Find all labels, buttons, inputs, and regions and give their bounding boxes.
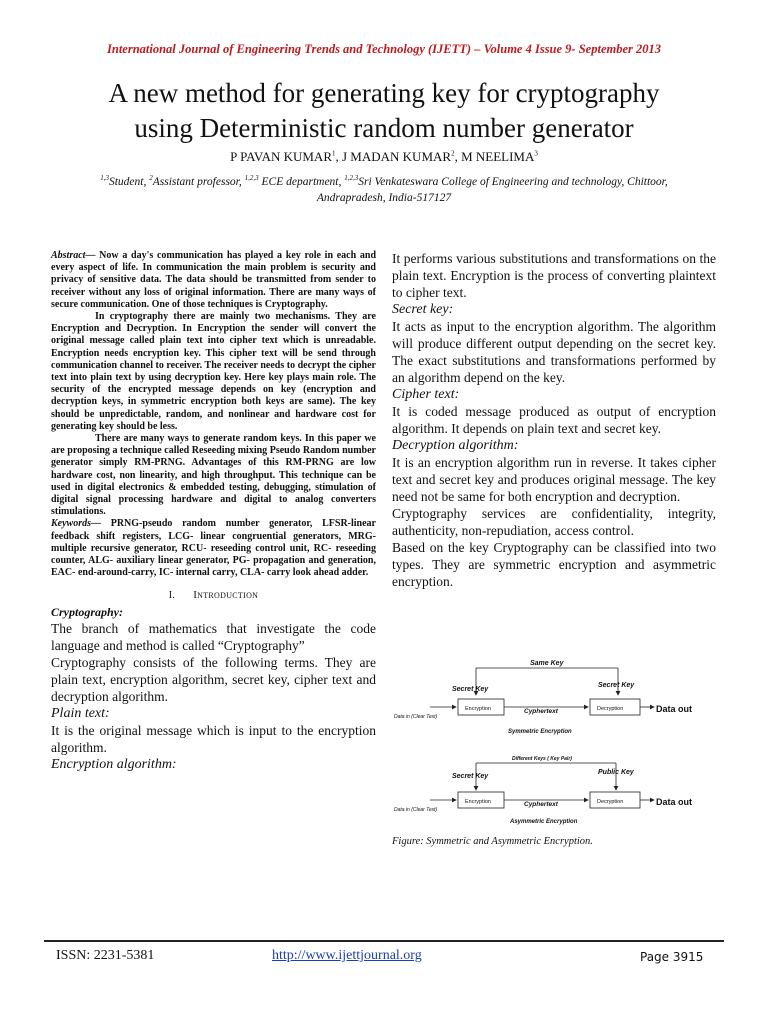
asym-caption: Asymmetric Encryption <box>510 819 578 825</box>
asym-encryption-label: Encryption <box>465 799 491 805</box>
paper-title <box>30 76 738 146</box>
footer-url-link[interactable]: http://www.ijettjournal.org <box>272 948 422 963</box>
sym-data-out-label: Data out <box>656 704 692 714</box>
asym-secret-key-label: Secret Key <box>452 773 489 780</box>
title-line-1: A new method for generating key for cryptography <box>108 78 660 108</box>
asym-data-in-label: Data in (Clear Text) <box>394 807 438 813</box>
figure-caption: Figure: Symmetric and Asymmetric Encryption. <box>392 836 593 847</box>
author-2: J MADAN KUMAR <box>342 149 452 164</box>
sym-data-in-label: Data in (Clear Text) <box>394 714 438 720</box>
authors: P PAVAN KUMAR$^1$, J MADAN KUMAR$^2$, M NEELIMA$^3$ <box>230 149 538 164</box>
services-text: Cryptography services are confidentiality, integrity, authenticity, non-repudiation, access control. <box>392 506 716 538</box>
sym-encryption-label: Encryption <box>465 706 491 712</box>
footer-page-number: Page 3915 <box>640 950 704 964</box>
terms-text: Cryptography consists of the following terms. They are plain text, encryption algorithm, secret key, cipher text and decryption algorithm. <box>51 655 376 705</box>
cryptography-text: The branch of mathematics that investigate the code language and method is called “Cryptography” <box>51 621 376 654</box>
sym-caption: Symmetric Encryption <box>508 729 572 735</box>
abstract-label: Abstract— <box>51 250 96 261</box>
keywords-text: PRNG-pseudo random number generator, LFSR-linear feedback shift registers, LCG- linear congruential generators, MRG-multiple recursive generator, RCU- reseeding control unit, RC- reseeding counter, ALG- auxiliary linear generator, PG- propagation and generation, EAC- end-around-carry, IC- internal carry, CLA- carry look ahead adder. <box>51 518 376 579</box>
different-keys-label: Different Keys ( Key Pair) <box>512 756 572 762</box>
abstract <box>51 250 376 579</box>
affiliation: $^{1,3}$Student, $^2$Assistant professor, $^{1,2,3}$ ECE department, $^{1,2,3}$Sri Venkateswara College of Engineering and technology, Chittoor, Andrapradesh, India-517127 <box>100 174 668 204</box>
abstract-p3: There are many ways to generate random keys. In this paper we are proposing a technique called Reseeding mixing Pseudo Random number generator simply RM-PRNG. Advantages of this RM-PRNG are low hardware cost, non linearity, and high throughput. This technique can be used in digital electronics & embedded testing, debugging, stimulation of digital signal processing hardware and digital to analog converters stimulations. <box>51 433 376 518</box>
sym-secret-key-label: Secret Key <box>452 686 489 693</box>
keywords-label: Keywords— <box>51 518 101 530</box>
cipher-text-body: It is coded message produced as output of encryption algorithm. It depends on plain text and secret key. <box>392 404 716 436</box>
same-key-label: Same Key <box>530 660 564 667</box>
types-text: Based on the key Cryptography can be classified into two types. They are symmetric encryption and asymmetric encryption. <box>392 540 716 589</box>
sym-cyphertext-label: Cyphertext <box>524 708 558 715</box>
right-column <box>392 250 716 590</box>
section-heading: I. Introduction <box>168 589 259 602</box>
asym-data-out-label: Data out <box>656 797 692 807</box>
sym-decryption-label: Decryption <box>597 706 624 712</box>
cryptography-heading: Cryptography: <box>51 605 123 620</box>
encryption-algorithm-text: It performs various substitutions and transformations on the plain text. Encryption is the process of converting plaintext to cipher text. <box>392 251 716 300</box>
asym-public-key-label: Public Key <box>598 769 634 776</box>
secret-key-heading: Secret key: <box>392 302 454 317</box>
asymmetric-labels <box>394 756 692 825</box>
author-1: P PAVAN KUMAR <box>230 149 332 164</box>
asym-decryption-label: Decryption <box>597 799 624 805</box>
cipher-text-heading: Cipher text: <box>392 387 460 402</box>
footer-issn: ISSN: 2231-5381 <box>56 948 155 963</box>
asym-cyphertext-label: Cyphertext <box>524 801 558 808</box>
secret-key-text: It acts as input to the encryption algorithm. The algorithm will produce different output depending on the secret key. The exact substitutions and transformations performed by an algorithm depend on the key. <box>392 319 716 385</box>
journal-header: International Journal of Engineering Trends and Technology (IJETT) – Volume 4 Issue 9- September 2013 <box>107 42 661 56</box>
decryption-text: It is an encryption algorithm run in reverse. It takes cipher text and secret key and produces original message. The key need not be same for both encryption and decryption. <box>392 455 716 504</box>
author-3: M NEELIMA <box>461 149 535 164</box>
encryption-algorithm-heading: Encryption algorithm: <box>51 757 177 773</box>
footer-divider <box>44 940 724 942</box>
left-column <box>51 250 376 773</box>
symmetric-labels <box>394 660 692 735</box>
decryption-heading: Decryption algorithm: <box>392 438 519 453</box>
plain-text-body: It is the original message which is input to the encryption algorithm. <box>51 723 376 756</box>
title-line-2: using Deterministic random number generator <box>134 113 634 143</box>
plain-text-heading: Plain text: <box>51 706 110 722</box>
abstract-p2: In cryptography there are mainly two mechanisms. They are Encryption and Decryption. In Encryption the sender will convert the original message called plain text into cipher text which is unreadable. Encryption needs encryption key. This cipher text will be send through communication channel to receiver. The receiver needs to decrypt the cipher text into plain text by using decryption key. Here key plays main role. The security of the encrypted message depends on key (encryption and decryption keys, in symmetric encryption both keys are same). The key should be unpredictable, random, and nonlinear and hardware cost for generating key should be less. <box>51 311 376 432</box>
abstract-p1: Now a day's communication has played a key role in each and every aspect of life. In communication the main problem is security and privacy of sensitive data. The data should be transmitted from sender to receiver without any loss of original information. There are many ways of secure communication. One of those techniques is Cryptography. <box>51 250 376 310</box>
sym-secret-key2-label: Secret Key <box>598 682 635 689</box>
encryption-diagram <box>392 655 716 825</box>
